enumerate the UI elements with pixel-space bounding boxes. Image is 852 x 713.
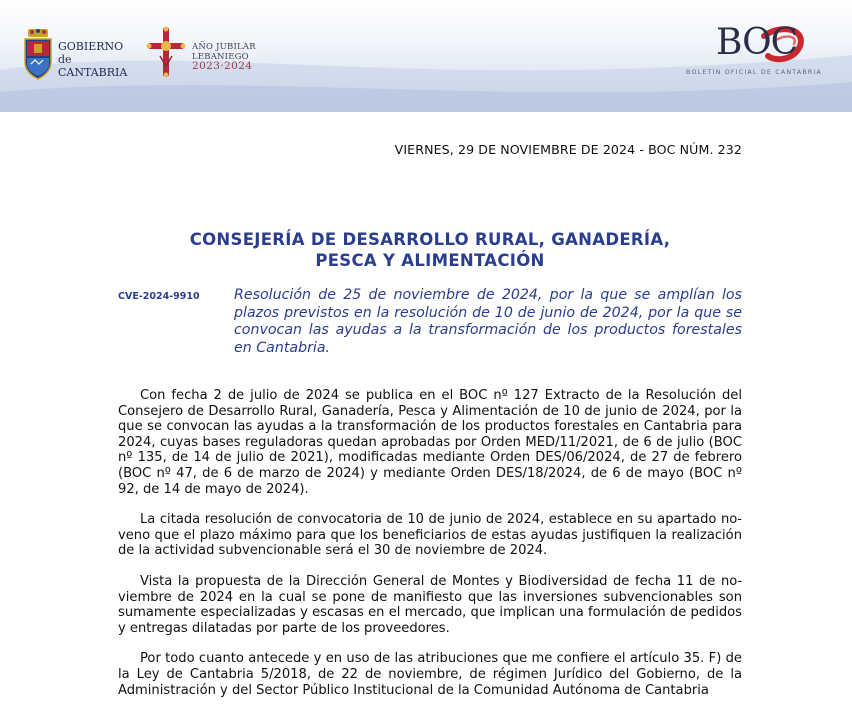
jubilee-line-1: AÑO JUBILAR [192, 42, 256, 52]
boc-subtitle: BOLETÍN OFICIAL DE CANTABRIA [686, 69, 822, 76]
body-paragraph: Vista la propuesta de la Dirección General de Montes y Biodiversidad de fecha 11 de noviembre de 2024 en la cual se pone de manifiesto que las inversiones subvencionables son sumamente especializadas y escasas en el mercado, que implican una formulación de pedidos y entregas dilatadas por parte de los proveedores. [118, 573, 742, 636]
jubilee-line-2: LEBANIEGO [192, 51, 249, 62]
victory-cross-icon [146, 26, 186, 78]
jubilee-text [192, 43, 256, 72]
gobierno-line-1: GOBIERNO [58, 40, 124, 53]
gobierno-line-2: de [58, 53, 72, 66]
body-paragraph: Por todo cuanto antecede y en uso de las atribuciones que me confiere el artículo 35. F) de la Ley de Cantabria 5/2018, de 22 de noviembre, de régimen Jurídico del Gobierno, de la Administración y del Sector Público Institucional de la Comunidad Autónoma de Cantabria [118, 651, 742, 698]
boc-logo [682, 22, 822, 82]
department-title-line-2: PESCA Y ALIMENTACIÓN [315, 251, 545, 270]
gobierno-text [58, 40, 127, 79]
jubilee-years: 2023·2024 [192, 60, 253, 72]
body-paragraph: La citada resolución de convocatoria de 10 de junio de 2024, establece en su apartado noveno que el plazo máximo para que los beneficiarios de estas ayudas justifiquen la realización de la actividad subvencionable será el 30 de noviembre de 2024. [118, 512, 742, 559]
body-paragraph: Con fecha 2 de julio de 2024 se publica en el BOC nº 127 Extracto de la Resolución del Consejero de Desarrollo Rural, Ganadería, Pesca y Alimentación de 10 de junio de 2024, por la que se convocan las ayudas a la transformación de los productos forestales en Cantabria para 2024, cuyas bases reguladoras quedan aprobadas por Orden MED/11/2021, de 6 de julio (BOC nº 135, de 14 de julio de 2021), modificadas mediante Orden DES/06/2024, de 27 de febrero (BOC nº 47, de 6 de marzo de 2024) y mediante Orden DES/18/2024, de 6 de mayo (BOC nº 92, de 14 de mayo de 2024). [118, 388, 742, 497]
cve-code: CVE-2024-9910 [118, 291, 200, 302]
coat-of-arms-icon [22, 28, 54, 80]
department-title-line-1: CONSEJERÍA DE DESARROLLO RURAL, GANADERÍA, [189, 230, 671, 249]
header-banner [0, 0, 852, 112]
boc-wordmark: BOC [716, 22, 798, 63]
gobierno-line-3: CANTABRIA [58, 66, 128, 79]
issue-date-line: VIERNES, 29 DE NOVIEMBRE DE 2024 - BOC NÚM. 232 [394, 142, 742, 157]
resolution-title: Resolución de 25 de noviembre de 2024, por la que se amplían los plazos previstos en la resolución de 10 de junio de 2024, por la que se convocan las ayudas a la transformación de los productos forestales en Cantabria. [234, 287, 742, 356]
department-title [100, 229, 760, 271]
ano-jubilar-logo [146, 26, 266, 82]
document-body [118, 388, 742, 713]
gobierno-cantabria-logo [22, 28, 132, 82]
